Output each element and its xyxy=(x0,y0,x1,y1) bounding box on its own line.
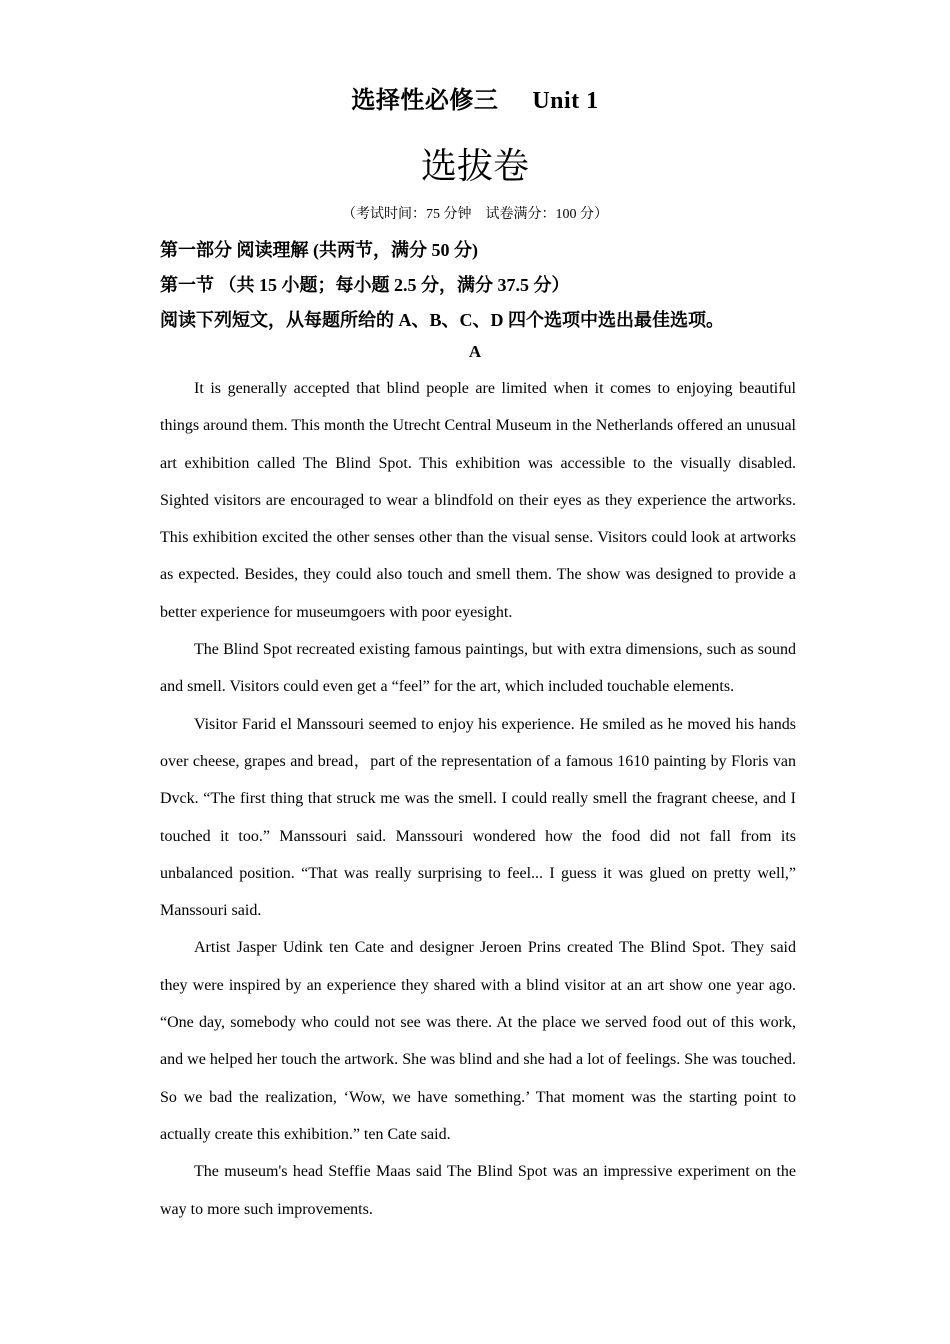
paragraph: The Blind Spot recreated existing famous paintings, but with extra dimensions, such as sound and smell. Visitors could even get a “feel” for the art, which included touchable elements. xyxy=(160,641,796,696)
paragraph: The museum's head Steffie Maas said The Blind Spot was an impressive experiment on the way to more such improvements. xyxy=(160,1163,796,1218)
paragraph: It is generally accepted that blind people are limited when it comes to enjoying beautiful things around them. This month the Utrecht Central Museum in the Netherlands offered an unusual art exhibition called The Blind Spot. This exhibition was accessible to the visually disabled. Sighted visitors are encouraged to wear a blindfold on their eyes as they experience the artworks. This exhibition excited the other senses other than the visual sense. Visitors could look at artworks as expected. Besides, they could also touch and smell them. The show was designed to provide a better experience for museumgoers with poor eyesight. xyxy=(160,380,796,621)
exam-info xyxy=(0,203,950,223)
paragraph: Visitor Farid el Manssouri seemed to enjoy his experience. He smiled as he moved his hands over cheese, grapes and bread，part of the representation of a famous 1610 painting by Floris van Dvck. “The first thing that struck me was the smell. I could really smell the fragrant cheese, and I touched it too.” Manssouri said. Manssouri wondered how the food did not fall from its unbalanced position. “That was really surprising to feel... I guess it was glued on pretty well,” Manssouri said. xyxy=(160,715,796,920)
page-title xyxy=(0,80,950,115)
passage-label: A xyxy=(468,342,482,361)
instruction-text: 阅读下列短文，从每题所给的 A、B、C、D 四个选项中选出最佳选项。 xyxy=(160,310,724,330)
exam-time: （考试时间：75 分钟 xyxy=(342,207,472,222)
full-score: 试卷满分：100 分） xyxy=(485,207,608,222)
course-name: 选择性必修三 xyxy=(351,88,499,114)
part-heading: 第一部分 阅读理解 (共两节，满分 50 分) xyxy=(160,240,478,260)
paper-subtitle: 选拔卷 xyxy=(420,146,529,187)
passage-body xyxy=(160,370,796,1228)
paragraph: Artist Jasper Udink ten Cate and designer Jeroen Prins created The Blind Spot. They said they were inspired by an experience they shared with a blind visitor at an art show one year ago. “One day, somebody who could not see was there. At the place we served food out of this work, and we helped her touch the artwork. She was blind and she had a lot of feelings. She was touched. So we bad the realization, ‘Wow, we have something.’ That moment was the starting point to actually create this exhibition.” ten Cate said. xyxy=(160,939,796,1143)
unit-label: Unit 1 xyxy=(532,88,599,114)
section-heading: 第一节 （共 15 小题；每小题 2.5 分，满分 37.5 分） xyxy=(160,275,570,295)
